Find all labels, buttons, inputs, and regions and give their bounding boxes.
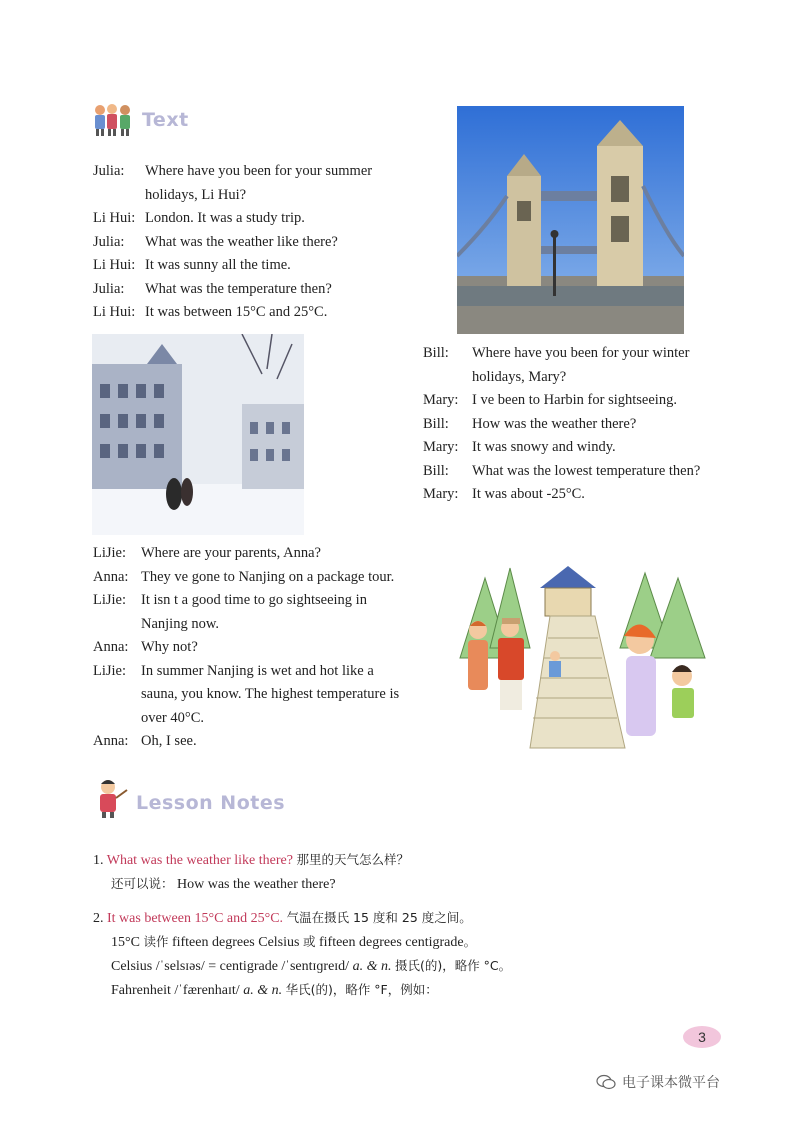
reading-celsius: fifteen degrees Celsius [171, 935, 300, 950]
line: It isn t a good time to go sightseeing in Nanjing now. [141, 592, 367, 632]
dialogue-london [93, 160, 393, 325]
speaker: Anna: [93, 733, 129, 749]
speaker: Anna: [93, 568, 129, 585]
dialogue-line [93, 160, 393, 207]
dialogue-harbin [423, 342, 723, 507]
dialogue-line [93, 660, 411, 731]
note-number: 2. [93, 911, 104, 926]
note-english: What was the weather like there? [106, 853, 293, 868]
nanjing-tour-illustration [450, 548, 708, 756]
alt-label: 还可以说： [111, 876, 174, 891]
part-of-speech: a. & n. [352, 959, 392, 974]
lesson-notes [93, 848, 693, 1002]
watermark-text: 电子课本微平台 [622, 1075, 720, 1091]
teacher-pointing-icon [94, 778, 128, 818]
speaker: Bill: [423, 345, 449, 361]
note-1 [93, 848, 693, 872]
harbin-winter-photo [92, 334, 304, 535]
speaker: Mary: [423, 392, 459, 408]
line: Why not? [141, 639, 198, 655]
note-2-line4 [93, 978, 693, 1002]
part-of-speech: a. & n. [243, 983, 283, 998]
speaker: Anna: [93, 639, 129, 655]
reading-centigrade: fifteen degrees centigrade [318, 935, 464, 950]
note-number: 1. [93, 853, 104, 868]
speaker: Li Hui: [93, 304, 136, 320]
line: What was the lowest temperature then? [472, 462, 701, 479]
dialogue-line [93, 231, 393, 255]
note-2 [93, 906, 693, 930]
speaker: LiJie: [93, 545, 127, 561]
line: Where have you been for your winter holidays, Mary? [472, 345, 690, 385]
dialogue-line [93, 207, 393, 231]
line: In summer Nanjing is wet and hot like a sauna, you know. The highest temperature is over 40°C. [141, 662, 400, 726]
celsius-meaning: 摄氏(的)，略作 °C。 [394, 958, 512, 973]
or-word: 或 [302, 934, 316, 949]
dialogue-line [423, 483, 723, 507]
fahrenheit-meaning: 华氏(的)，略作 °F，例如： [285, 982, 438, 997]
line: It was about -25°C. [472, 486, 585, 502]
temp-symbol: 15°C [111, 935, 140, 950]
dialogue-line [93, 636, 411, 660]
note-1-alt [93, 872, 693, 896]
line: It was snowy and windy. [472, 439, 616, 455]
dialogue-line [423, 460, 723, 484]
speaker: Julia: [93, 163, 125, 179]
notes-section-header [94, 778, 285, 818]
line: They ve gone to Nanjing on a package tour. [141, 568, 395, 585]
speaker: Li Hui: [93, 210, 136, 226]
line: What was the weather like there? [145, 233, 338, 250]
people-group-icon [92, 102, 136, 138]
note-chinese: 气温在摄氏 15 度和 25 度之间。 [286, 910, 472, 925]
line: London. It was a study trip. [145, 210, 305, 226]
line: I ve been to Harbin for sightseeing. [472, 392, 677, 408]
note-2-line2 [93, 930, 693, 954]
fahrenheit-phonetic: Fahrenheit /ˈfærenhaɪt/ [111, 983, 240, 998]
dialogue-line [93, 542, 411, 566]
dialogue-nanjing [93, 542, 411, 754]
note-chinese: 那里的天气怎么样？ [296, 852, 409, 867]
read-as: 读作 [143, 934, 169, 949]
celsius-phonetic: Celsius /ˈselsɪəs/ = centigrade /ˈsentɪɡreɪd/ [111, 959, 350, 974]
alt-text: How was the weather there? [177, 877, 336, 892]
line: It was between 15°C and 25°C. [145, 304, 328, 320]
notes-section-title: Lesson Notes [136, 792, 286, 814]
dialogue-line [93, 566, 411, 590]
period: 。 [463, 934, 477, 949]
speaker: LiJie: [93, 662, 127, 679]
speaker: Julia: [93, 233, 125, 250]
speaker: Bill: [423, 462, 449, 479]
dialogue-line [93, 589, 411, 636]
line: What was the temperature then? [145, 280, 332, 297]
text-section-title: Text [142, 109, 189, 131]
speaker: Li Hui: [93, 257, 136, 273]
dialogue-line [423, 436, 723, 460]
speaker: Julia: [93, 280, 125, 297]
text-section-header [92, 102, 189, 138]
speaker: LiJie: [93, 592, 127, 608]
speaker: Bill: [423, 415, 449, 432]
speaker: Mary: [423, 439, 459, 455]
watermark [596, 1072, 720, 1092]
dialogue-line [93, 254, 393, 278]
dialogue-line [423, 413, 723, 437]
line: Where are your parents, Anna? [141, 545, 321, 561]
dialogue-line [93, 730, 411, 754]
line: How was the weather there? [472, 415, 637, 432]
line: It was sunny all the time. [145, 257, 291, 273]
line: Oh, I see. [141, 733, 197, 749]
note-2-line3 [93, 954, 693, 978]
dialogue-line [423, 389, 723, 413]
line: Where have you been for your summer holidays, Li Hui? [145, 163, 373, 203]
tower-bridge-photo [457, 106, 684, 334]
dialogue-line [93, 278, 393, 302]
note-english: It was between 15°C and 25°C. [107, 911, 284, 926]
wechat-icon [596, 1074, 616, 1090]
page-number: 3 [683, 1026, 721, 1048]
speaker: Mary: [423, 486, 459, 502]
dialogue-line [93, 301, 393, 325]
dialogue-line [423, 342, 723, 389]
